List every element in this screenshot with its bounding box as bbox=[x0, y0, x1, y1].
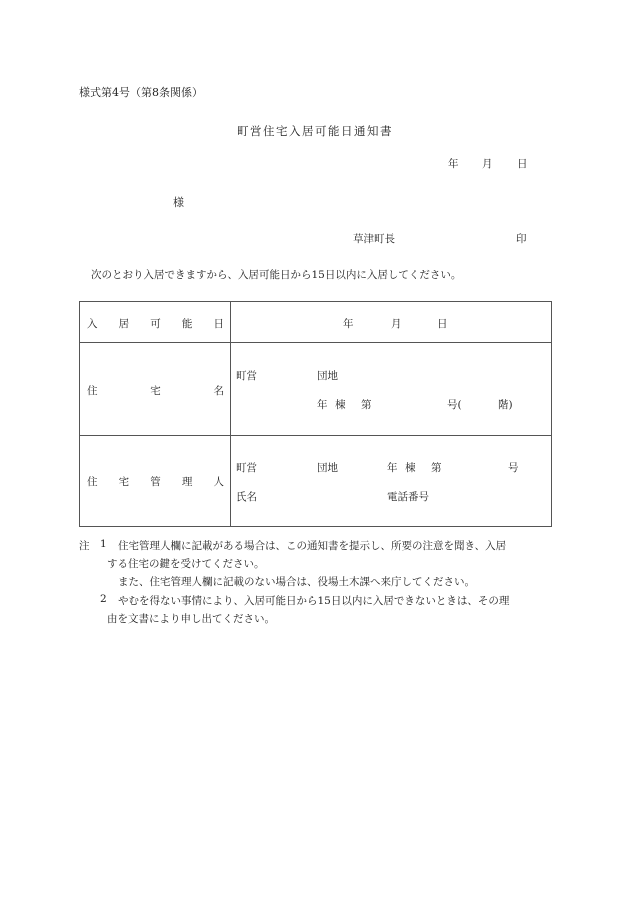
move-in-day: 日 bbox=[437, 318, 448, 330]
label-char: 理 bbox=[181, 476, 193, 488]
label-char: 可 bbox=[150, 318, 161, 330]
note2-number: 2 bbox=[100, 593, 107, 605]
housing-manager-label bbox=[87, 474, 224, 489]
table-row-divider bbox=[80, 435, 551, 436]
housing-number-suffix: 号( bbox=[447, 399, 462, 411]
issuer-name: 草津町長 bbox=[353, 233, 395, 245]
date-year: 年 bbox=[448, 158, 459, 170]
table-column-divider bbox=[230, 302, 231, 526]
label-char: 宅 bbox=[150, 385, 161, 397]
date-day: 日 bbox=[517, 158, 528, 170]
housing-name-label bbox=[87, 383, 224, 398]
form-table bbox=[79, 301, 552, 527]
manager-complex: 団地 bbox=[317, 462, 338, 474]
label-char: 人 bbox=[213, 476, 224, 488]
note1-number: 1 bbox=[100, 538, 107, 550]
note2-line1: やむを得ない事情により、入居可能日から15日以内に入居できないときは、その理 bbox=[118, 595, 510, 607]
recipient-suffix: 様 bbox=[173, 196, 184, 209]
move-in-month: 月 bbox=[391, 318, 402, 330]
form-number: 様式第4号（第8条関係） bbox=[79, 86, 203, 99]
label-char: 宅 bbox=[118, 476, 130, 488]
notes-marker: 注 bbox=[79, 540, 90, 552]
intro-text: 次のとおり入居できますから、入居可能日から15日以内に入居してください。 bbox=[91, 269, 462, 281]
manager-number-prefix: 第 bbox=[431, 462, 442, 474]
label-char: 入 bbox=[87, 318, 98, 330]
label-char: 日 bbox=[213, 318, 224, 330]
manager-phone-label: 電話番号 bbox=[387, 491, 429, 503]
label-char: 住 bbox=[87, 476, 98, 488]
date-month: 月 bbox=[482, 158, 493, 170]
housing-town: 町営 bbox=[236, 370, 257, 382]
note1-line2: する住宅の鍵を受けてください。 bbox=[107, 558, 265, 570]
move-in-date-label bbox=[87, 316, 224, 331]
note1-line3: また、住宅管理人欄に記載のない場合は、役場土木課へ来庁してください。 bbox=[118, 576, 475, 588]
manager-building: 棟 bbox=[405, 462, 416, 474]
page-title: 町営住宅入居可能日通知書 bbox=[237, 124, 393, 138]
manager-year: 年 bbox=[387, 462, 398, 474]
note1-line1: 住宅管理人欄に記載がある場合は、この通知書を提示し、所要の注意を聞き、入居 bbox=[118, 540, 507, 552]
housing-building: 棟 bbox=[335, 399, 346, 411]
housing-year: 年 bbox=[317, 399, 328, 411]
housing-floor: 階) bbox=[498, 399, 513, 411]
housing-number-prefix: 第 bbox=[361, 399, 372, 411]
label-char: 住 bbox=[87, 385, 98, 397]
label-char: 名 bbox=[213, 385, 224, 397]
table-row-divider bbox=[80, 342, 551, 343]
manager-name-label: 氏名 bbox=[236, 491, 257, 503]
label-char: 能 bbox=[181, 318, 193, 330]
label-char: 居 bbox=[118, 318, 130, 330]
manager-town: 町営 bbox=[236, 462, 257, 474]
seal-mark: 印 bbox=[516, 233, 527, 245]
manager-number-suffix: 号 bbox=[508, 462, 519, 474]
label-char: 管 bbox=[150, 476, 161, 488]
housing-complex: 団地 bbox=[317, 370, 338, 382]
note2-line2: 由を文書により申し出てください。 bbox=[107, 613, 275, 625]
move-in-year: 年 bbox=[343, 318, 354, 330]
